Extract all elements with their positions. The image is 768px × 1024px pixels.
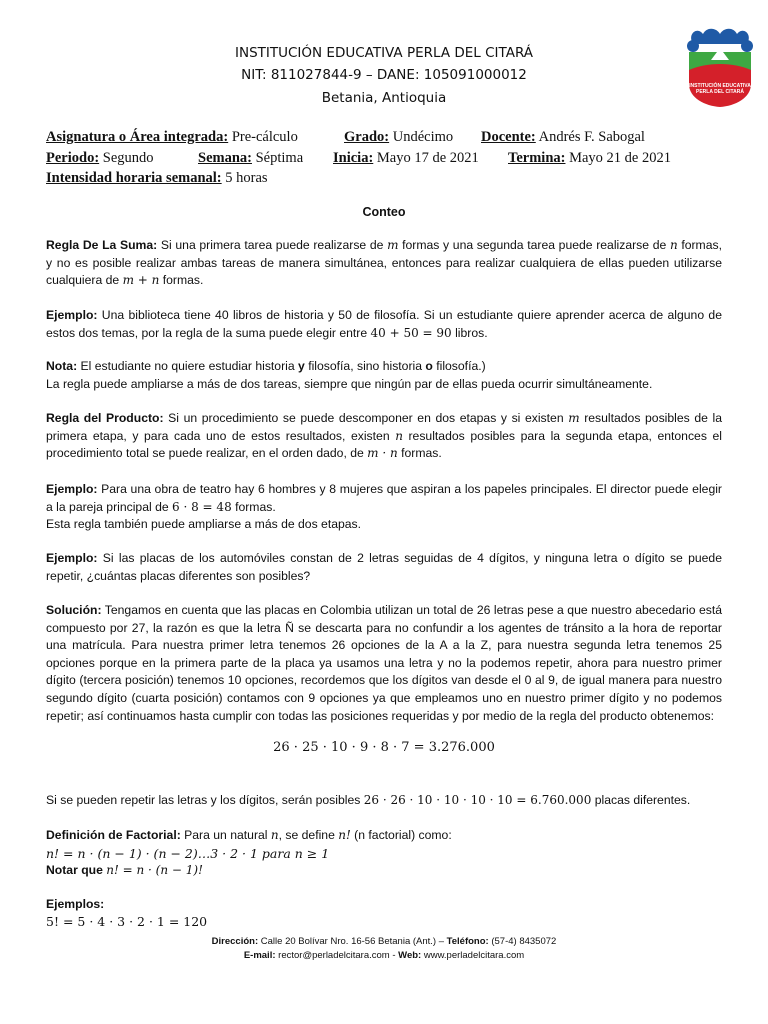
example-2-expression: 6 · 8 = 48 [172, 499, 232, 514]
note-line-2: La regla puede ampliarse a más de dos tareas, siempre que ningún par de ellas pueda ocurrir simultáneamente. [46, 376, 653, 391]
factorial-recursive-expression: n! = n · (n − 1)! [106, 863, 203, 877]
example-3-text: Si las placas de los automóviles constan de 2 letras seguidas de 4 dígitos, y ninguna letra o dígito se puede repetir, ¿cuántas placas diferentes son posibles? [46, 551, 722, 583]
period-label: Periodo: [46, 150, 100, 166]
example-2-paragraph [46, 481, 722, 534]
factorial-formula-line [46, 845, 722, 864]
note-text-2: filosofía, sino historia [304, 359, 426, 373]
grade-label: Grado: [344, 129, 390, 145]
sum-rule-text-1: Si una primera tarea puede realizarse de [157, 238, 388, 252]
week-field [198, 150, 303, 167]
example-1-label: Ejemplo: [46, 308, 98, 322]
grade-field [344, 129, 453, 146]
repeat-text-1: Si se pueden repetir las letras y los dígitos, serán posibles [46, 793, 364, 807]
end-label: Termina: [508, 150, 566, 166]
example-1-paragraph [46, 307, 722, 342]
repeat-paragraph [46, 792, 722, 810]
sum-rule-text-4: formas. [159, 273, 204, 288]
factorial-note-line [46, 862, 722, 880]
section-title: Conteo [362, 205, 406, 219]
example-3-paragraph [46, 550, 722, 585]
teacher-label: Docente: [481, 129, 536, 145]
var-m-product: m [568, 411, 580, 425]
product-rule-text-1: Si un procedimiento se puede descomponer en dos etapas y si existen [163, 411, 569, 425]
var-n-product: n [395, 428, 403, 443]
footer-phone-value: (57-4) 8435072 [488, 936, 557, 947]
meta-row-1 [46, 129, 298, 146]
solution-text: Tengamos en cuenta que las placas en Colombia utilizan un total de 26 letras pese a que nuestro abecedario está compuesto por 27, la razón es que la letra Ñ se descarta para no confundir a los agentes de tránsito a la hora de reportar una matrícula. Para nuestra primer letra tenemos 26 opciones de la A a la Z, para nuestra segunda letra tenemos 25 opciones porque en la primera parte de la placa ya usamos una letra y no la podemos repetir, ahora para nuestro primer dígito (tercera posición) tenemos 10 opciones, recordemos que los dígitos van desde el 0 al 9, de igual manera para nuestro segundo dígito (cuarta posición) contamos con 9 opciones ya que empleamos uno en nuestro primer dígito y no podemos repetir; así continuamos hasta cumplir con todas las posiciones requeridas y por medio de la regla del producto obtenemos: [46, 603, 722, 723]
teacher-value: Andrés F. Sabogal [538, 129, 645, 145]
hours-label: Intensidad horaria semanal: [46, 170, 222, 186]
factorial-example-5: 5! = 5 · 4 · 3 · 2 · 1 = 120 [46, 914, 208, 929]
sum-rule-text-2: formas y una segunda tarea puede realizarse de [398, 238, 670, 252]
end-field [508, 150, 671, 167]
example-2-text-2: formas. [231, 499, 276, 514]
teacher-field [481, 129, 645, 146]
week-label: Semana: [198, 150, 252, 166]
logo-text-2: PERLA DEL CITARÁ [696, 89, 744, 95]
solution-paragraph [46, 602, 722, 725]
footer-address-label: Dirección: [211, 936, 259, 947]
start-value: Mayo 17 de 2021 [376, 150, 479, 166]
grade-value: Undécimo [392, 129, 454, 145]
example-3-label: Ejemplo: [46, 551, 98, 565]
note-y: y [298, 359, 305, 373]
var-n-factorial: n [270, 828, 279, 842]
product-rule-text-3: resultados posibles para la segunda etapa, entonces el procedimiento total se puede realizar, en el orden dado, de [46, 428, 722, 461]
sum-rule-text-3: formas, y no es posible realizar ambas tareas de manera simultánea, entonces para realizar cualquiera de ellas pueden utilizarse cualquiera de [46, 238, 722, 288]
factorial-text-1: Para un natural [180, 828, 271, 842]
var-m: m [387, 238, 399, 252]
example-2-line-2: Esta regla también puede ampliarse a más de dos etapas. [46, 517, 362, 532]
product-expression: m · n [367, 446, 398, 461]
footer-web-value[interactable]: www.perladelcitara.com [421, 950, 525, 961]
footer-phone-label: Teléfono: [446, 936, 489, 947]
factorial-label: Definición de Factorial: [46, 828, 181, 842]
sum-rule-paragraph [46, 237, 722, 290]
factorial-text-3: (n factorial) como: [350, 828, 452, 842]
footer-address-value: Calle 20 Bolívar Nro. 16-56 Betania (Ant.) – [258, 936, 447, 947]
start-label: Inicia: [333, 150, 374, 166]
product-rule-text-4: formas. [397, 446, 442, 461]
institution-name: INSTITUCIÓN EDUCATIVA PERLA DEL CITARÁ [234, 45, 534, 61]
subject-value: Pre-cálculo [231, 129, 298, 145]
sum-expression: m + n [122, 273, 160, 288]
example-1-text-1: Una biblioteca tiene 40 libros de historia y 50 de filosofía. Si un estudiante quiere aprender acerca de alguno de estos dos temas, por la regla de la suma puede elegir entre [46, 308, 722, 340]
repeat-text-2: placas diferentes. [591, 793, 691, 807]
footer-email-label: E-mail: [243, 950, 276, 961]
end-value: Mayo 21 de 2021 [569, 150, 671, 166]
nit-dane: NIT: 811027844-9 – DANE: 105091000012 [241, 67, 527, 83]
var-n: n [669, 238, 678, 252]
example-2-text-1: Para una obra de teatro hay 6 hombres y 8 mujeres que aspiran a los papeles principales. El director puede elegir a la pareja principal de [46, 482, 722, 514]
location: Betania, Antioquia [321, 90, 447, 106]
example-1-expression: 40 + 50 = 90 [370, 325, 452, 340]
note-o: o [425, 359, 433, 373]
solution-formula: 26 · 25 · 10 · 9 · 8 · 7 = 3.276.000 [273, 740, 495, 755]
example-factorial-line [46, 913, 722, 932]
note-text-1: El estudiante no quiere estudiar historia [77, 359, 299, 373]
product-rule-paragraph [46, 410, 722, 463]
product-rule-label: Regla del Producto: [46, 411, 164, 425]
solution-label: Solución: [46, 603, 102, 617]
period-field [46, 150, 154, 167]
examples-heading: Ejemplos: [46, 897, 105, 911]
subject-label: Asignatura o Área integrada: [46, 129, 229, 145]
note-text-3: filosofía.) [432, 359, 486, 373]
note-label: Nota: [46, 359, 78, 373]
hours-field [46, 170, 268, 187]
footer-address-line [0, 935, 768, 948]
factorial-text-2: , se define [278, 828, 339, 842]
repeat-expression: 26 · 26 · 10 · 10 · 10 · 10 = 6.760.000 [363, 793, 592, 807]
n-factorial: n! [338, 828, 351, 842]
note-paragraph [46, 358, 722, 393]
example-2-label: Ejemplo: [46, 482, 98, 496]
start-field [333, 150, 479, 167]
hours-value: 5 horas [225, 170, 268, 186]
examples-heading-line [46, 896, 722, 914]
week-value: Séptima [255, 150, 304, 166]
school-crest-logo [683, 24, 757, 108]
example-1-text-2: libros. [451, 325, 488, 340]
product-rule-text-2: resultados posibles de la primera etapa, y para cada uno de estos resultados, existen [46, 411, 722, 443]
factorial-formula: n! = n · (n − 1) · (n − 2)…3 · 2 · 1 para n ≥ 1 [46, 846, 330, 861]
factorial-definition [46, 827, 722, 845]
footer-email-value[interactable]: rector@perladelcitara.com - [275, 950, 399, 961]
logo-text-1: INSTITUCIÓN EDUCATIVA [689, 83, 751, 89]
factorial-note-label: Notar que [46, 863, 107, 877]
footer-contact-line [0, 949, 768, 962]
footer-web-label: Web: [398, 950, 422, 961]
period-value: Segundo [102, 150, 154, 166]
sum-rule-label: Regla De La Suma: [46, 238, 158, 252]
